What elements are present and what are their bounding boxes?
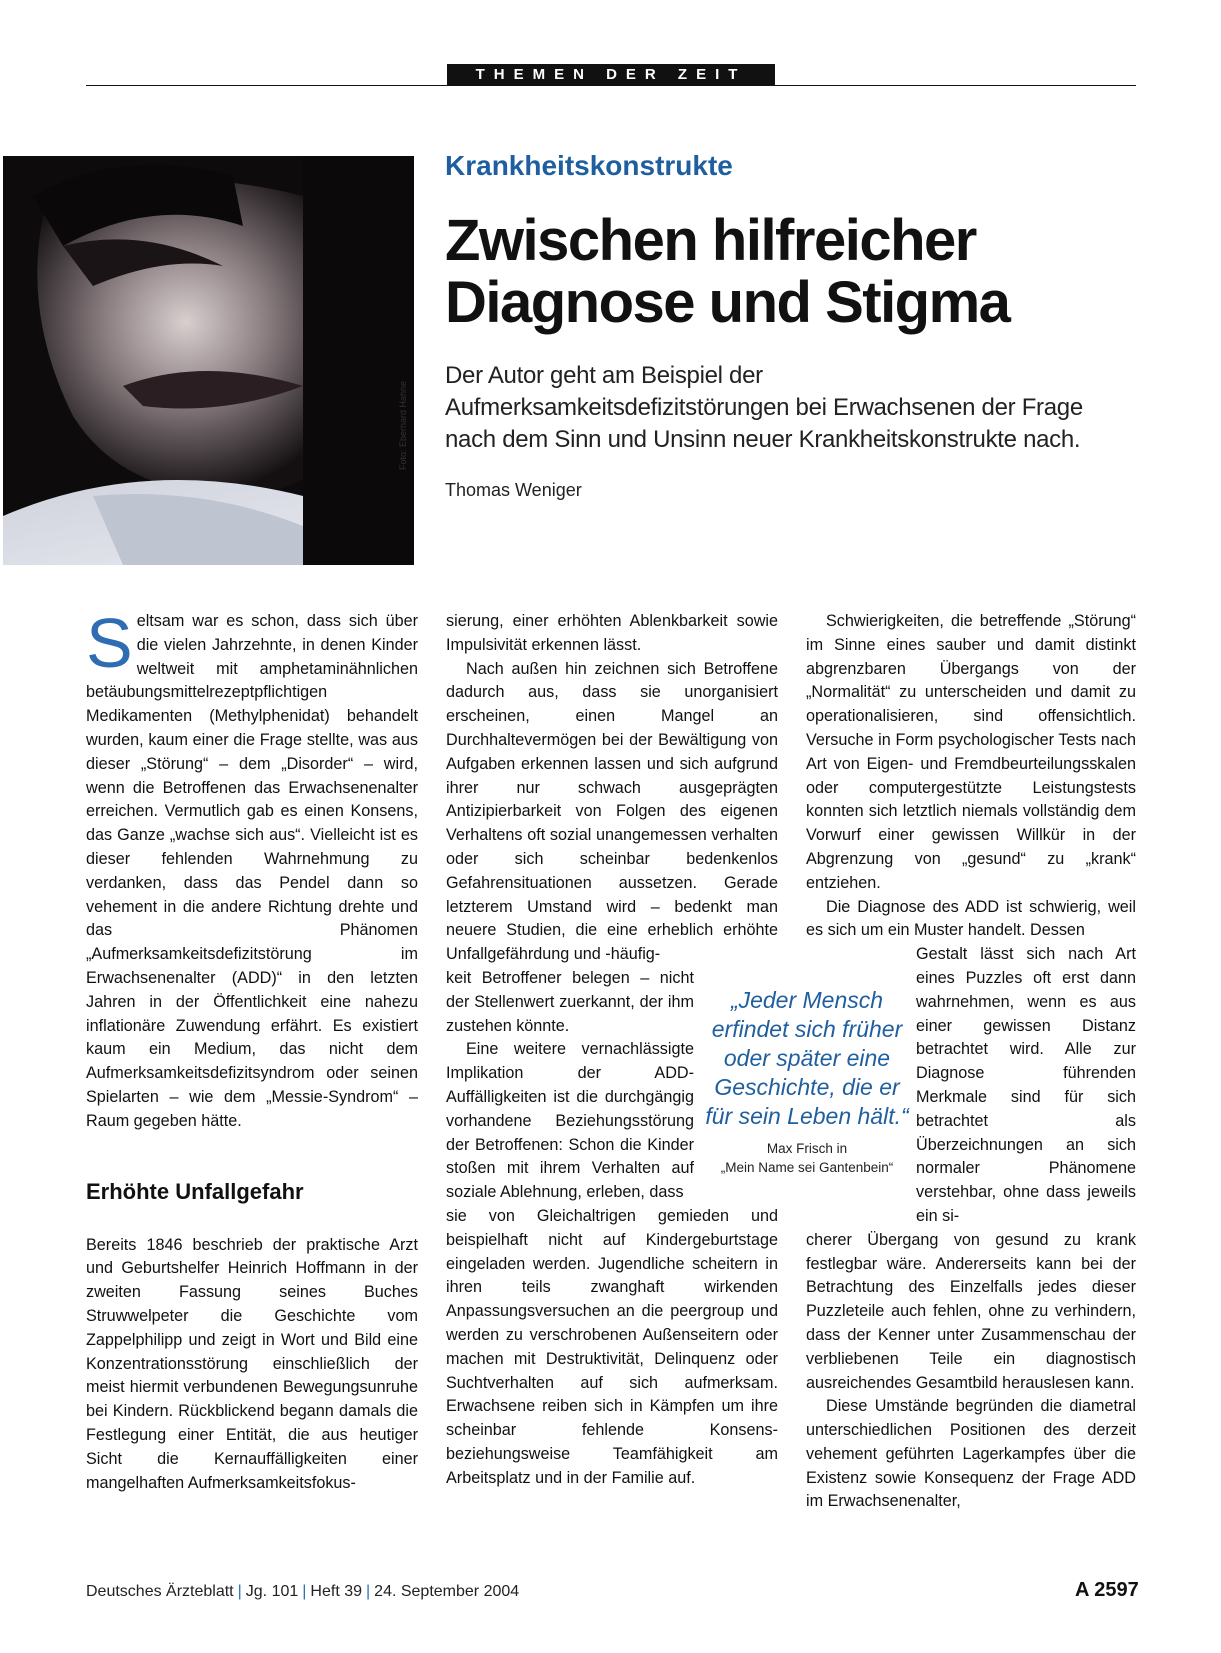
journal-name: Deutsches Ärzteblatt — [86, 1583, 234, 1600]
body-paragraph: Schwierigkeiten, die betreffende „Störung“ im Sinne eines sauber und damit distinkt abgrenzbaren Übergangs von der „Normalität“ zu unterscheiden und damit zu operationalisieren, sind offensichtlich. Versuche in Form psychologischer Tests nach Art von Eigen- und Fremdbeurteilungsskalen oder computergestützte Leistungstests konnten sich letztlich niemals vollständig dem Vorwurf einer gewissen Willkür in der Abgrenzung von „gesund“ zu „krank“ entziehen. — [806, 612, 1136, 892]
pull-quote-source-line: Max Frisch in — [766, 1141, 848, 1156]
article-kicker: Krankheitskonstrukte — [445, 150, 733, 181]
author-photo — [3, 156, 414, 565]
pull-quote-source-line: „Mein Name sei Gantenbein“ — [720, 1160, 894, 1175]
drop-cap: S — [86, 604, 133, 682]
pull-quote-source — [703, 1139, 911, 1177]
page-footer: Deutsches Ärzteblatt | Jg. 101 | Heft 39 | 24. September 2004 — [86, 1583, 520, 1600]
body-paragraph: Bereits 1846 beschrieb der praktische Arzt und Geburtshelfer Heinrich Hoffmann in der zweiten Fassung seines Buches Struwwelpeter die Geschichte vom Zappelphilipp und zeigt in Wort und Bild eine Konzentrationsstörung einschließlich der meist hiermit verbundenen Bewegungsunruhe bei Kindern. Rückblickend begann damals die Festlegung einer Entität, die aus heutiger Sicht die Kernauffälligkeiten einer mangelhaften Aufmerksamkeitsfokus- — [86, 1235, 418, 1492]
paragraph-text: eltsam war es schon, dass sich über die vielen Jahrzehnte, in denen Kinder weltweit mit amphetaminähnlichen betäubungsmittelrezeptpflichtigen Medikamenten (Methylphenidat) behandelt wurden, kaum einer die Frage stellte, was aus dieser „Störung“ – dem „Disorder“ – wird, wenn die Betroffenen das Erwachsenenalter erreichen. Vermutlich gab es einen Konsens, das Ganze „wachse sich aus“. Vielleicht ist es dieser fehlenden Wahrnehmung zu verdanken, dass das Pendel dann so vehement in die andere Richtung drehte und das Phänomen „Aufmerksamkeitsdefizitstörung im Erwachsenenalter (ADD)“ in den letzten Jahren in der Öffentlichkeit eine nahezu inflationäre Zuwendung erfährt. Es existiert kaum ein Medium, das nicht dem Aufmerksamkeitsdefizitsyndrom oder seinen Spielarten – wie dem „Messie-Syndrom“ – Raum gegeben hätte. — [86, 612, 418, 1130]
article-dek: Der Autor geht am Beispiel der Aufmerksamkeitsdefizitstörungen bei Erwachsenen der Frage nach dem Sinn und Unsinn neuer Krankheitskonstrukte nach. — [445, 362, 1083, 453]
journal-volume: Jg. 101 — [245, 1583, 299, 1600]
page-number: A 2597 — [1075, 1579, 1139, 1601]
body-paragraph: sie von Gleichaltrigen gemieden und beispielhaft nicht auf Kindergeburtstage eingeladen werden. Jugendliche scheitern in ihren teils zwanghaft wirkenden Anpassungsversuchen an die peergroup und werden zu verschrobenen Außenseitern oder machen mit Destruktivität, Delinquenz oder Suchtverhalten auf sich aufmerksam. Erwachsene reiben sich in Kämpfen um ihre scheinbar fehlende Konsens- beziehungsweise Teamfähigkeit am Arbeitsplatz und in der Familie auf. — [446, 1206, 778, 1487]
journal-issue: Heft 39 — [310, 1583, 363, 1600]
body-paragraph: sierung, einer erhöhten Ablenkbarkeit sowie Impulsivität erkennen lässt. — [446, 612, 778, 654]
body-paragraph: cherer Übergang von gesund zu krank festlegbar wäre. Andererseits kann bei der Betrachtung des Einzelfalls jedes dieser Puzzleteile auch fehlen, ohne zu verhindern, dass der Kenner unter Zusammenschau der verbliebenen Teile ein diagnostisch ausreichendes Gesamtbild herauslesen kann. — [806, 1230, 1136, 1392]
photo-credit: Foto: Eberhard Hahne — [398, 380, 408, 470]
article-author: Thomas Weniger — [445, 480, 582, 500]
section-label: THEMEN DER ZEIT — [447, 64, 775, 86]
section-subhead: Erhöhte Unfallgefahr — [86, 1178, 304, 1204]
pull-quote — [703, 986, 911, 1177]
body-column-1 — [86, 604, 418, 1495]
body-paragraph: Diese Umstände begründen die diametral unterschiedlichen Positionen des derzeit vehement geführten Lagerkampfes über die Existenz sowie Konsequenz der Frage ADD im Erwachsenenalter, — [806, 1397, 1136, 1511]
body-paragraph: Die Diagnose des ADD ist schwierig, weil es sich um ein Muster handelt. Dessen — [806, 897, 1136, 940]
body-paragraph: Nach außen hin zeichnen sich Betroffene dadurch aus, dass sie unorganisiert erscheinen, einen Mangel an Durchhaltevermögen bei der Bewältigung von Aufgaben erkennen lassen und sich aufgrund ihrer nur schwach ausgeprägten Antizipierbarkeit von Folgen des eigenen Verhaltens oft sozial unangemessen verhalten oder sich scheinbar bedenkenlos Gefahrensituationen aussetzen. Gerade letzterem Umstand wird – bedenkt man neuere Studien, die eine erheblich erhöhte Unfallgefährdung und -häufig- — [446, 659, 778, 964]
body-paragraph: Eine weitere vernachlässigte Implikation der ADD-Auffälligkeiten ist die durchgängig vorhandene Beziehungsstörung der Betroffenen: Schon die Kinder stoßen mit ihrem Verhalten auf soziale Ablehnung, erleben, dass — [446, 1040, 694, 1202]
article-headline: Zwischen hilfreicher Diagnose und Stigma — [445, 208, 1010, 335]
pull-quote-text: „Jeder Mensch erfindet sich früher oder später eine Geschichte, die er für sein Leben hält.“ — [705, 987, 909, 1129]
body-paragraph: keit Betroffener belegen – nicht der Stellenwert zuerkannt, der ihm zustehen könnte. — [446, 968, 694, 1035]
body-paragraph: Gestalt lässt sich nach Art eines Puzzles oft erst dann wahrnehmen, wenn es aus einer gewissen Distanz betrachtet wird. Alle zur Diagnose führenden Merkmale sind für sich betrachtet als Überzeichnungen an sich normaler Phänomene verstehbar, ohne dass jeweils ein si- — [916, 945, 1136, 1225]
body-paragraph — [86, 604, 418, 1134]
issue-date: 24. September 2004 — [374, 1583, 520, 1600]
